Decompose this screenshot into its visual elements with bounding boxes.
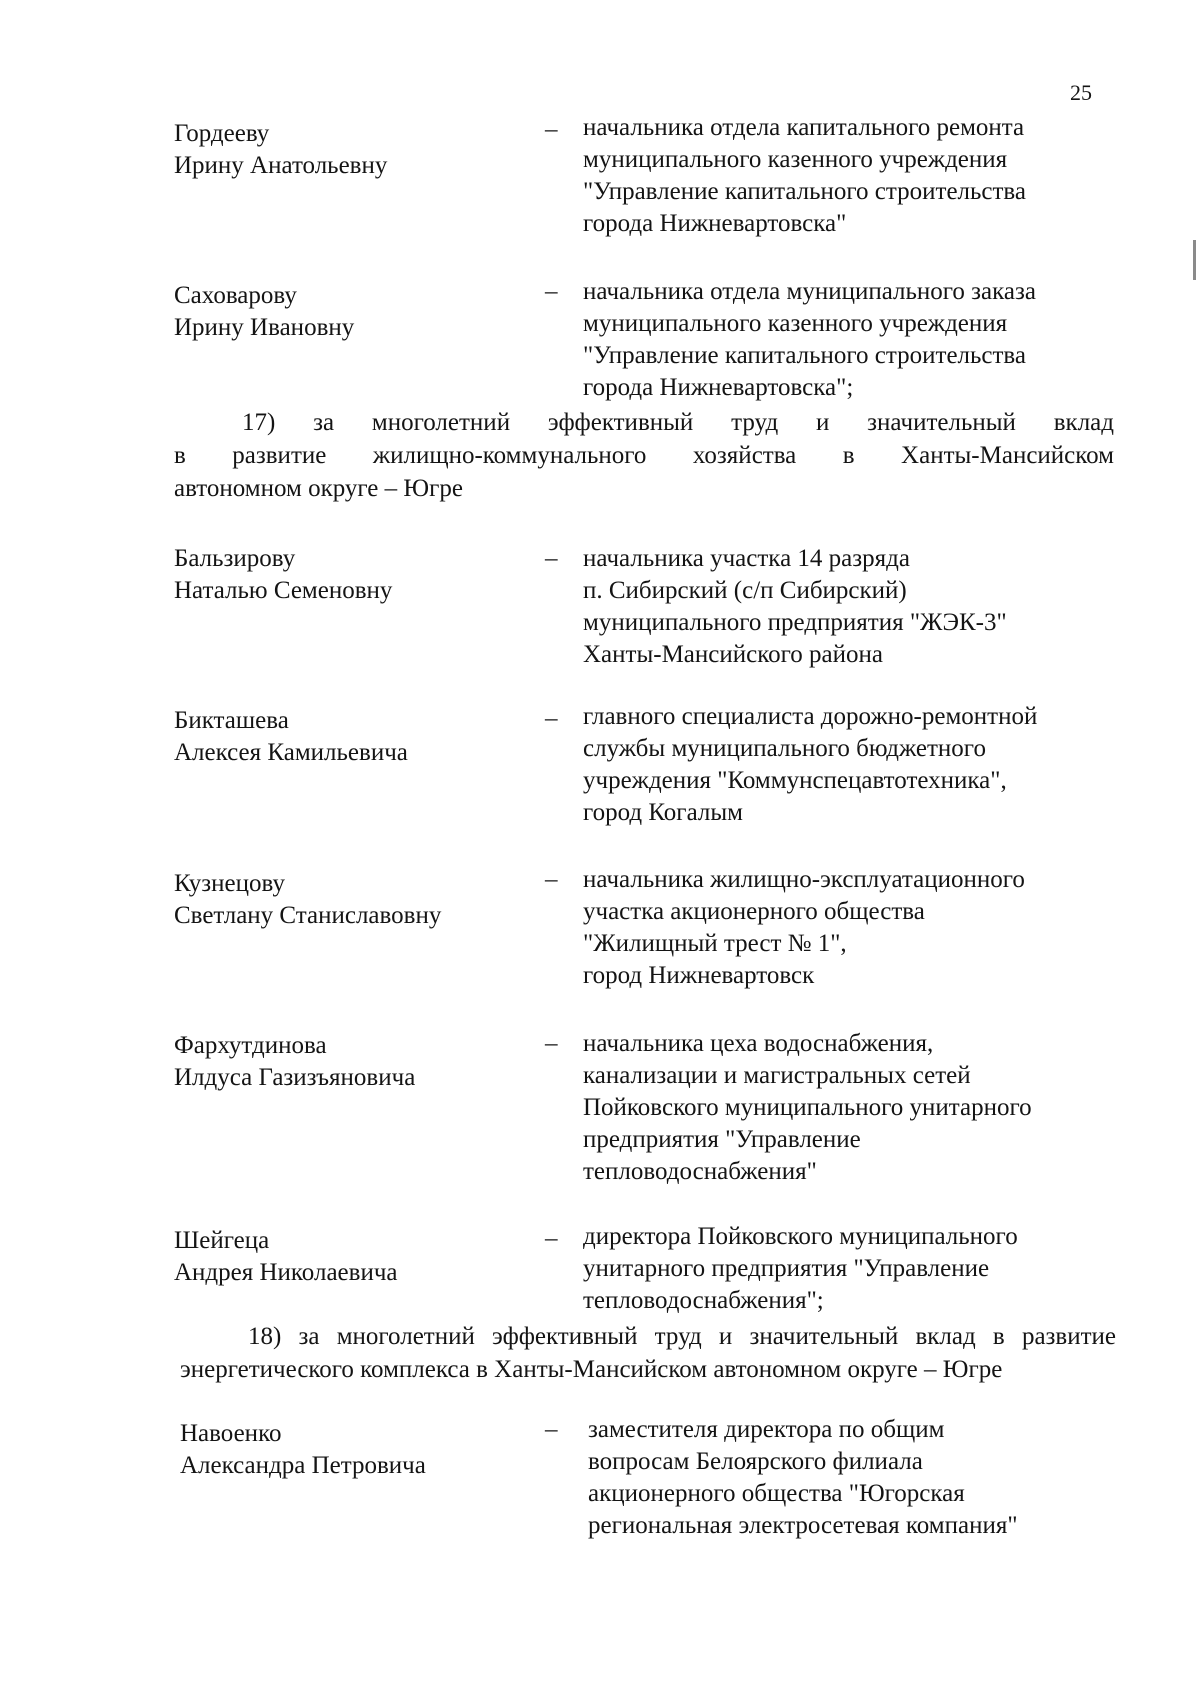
position-line: "Управление капитального строительства <box>583 178 1027 205</box>
section-line: автономном округе – Югре <box>174 475 463 502</box>
scan-artifact-line <box>1193 240 1196 280</box>
position-line: тепловодоснабжения"; <box>583 1287 824 1314</box>
recipient-position <box>583 701 1123 829</box>
recipient-surname: Шейгеца <box>174 1227 270 1254</box>
position-line: тепловодоснабжения" <box>583 1158 817 1185</box>
recipient-surname: Бикташева <box>174 707 289 734</box>
position-line: директора Пойковского муниципального <box>583 1223 1018 1250</box>
section-line: энергетического комплекса в Ханты-Мансийском автономном округе – Югре <box>180 1356 1003 1383</box>
recipient-given-names: Алексея Камильевича <box>174 739 408 766</box>
section-17-heading <box>174 406 1114 505</box>
position-line: унитарного предприятия "Управление <box>583 1255 990 1282</box>
section-18-heading <box>180 1320 1116 1386</box>
recipient-position <box>583 112 1123 240</box>
recipient-given-names: Андрея Николаевича <box>174 1259 398 1286</box>
dash-separator: – <box>545 1225 558 1252</box>
recipient-given-names: Ирину Ивановну <box>174 314 355 341</box>
dash-separator: – <box>545 705 558 732</box>
position-line: город Нижневартовск <box>583 962 815 989</box>
dash-separator: – <box>545 1030 558 1057</box>
position-line: заместителя директора по общим <box>588 1416 945 1443</box>
position-line: учреждения "Коммунспецавтотехника", <box>583 767 1007 794</box>
position-line: службы муниципального бюджетного <box>583 735 986 762</box>
recipient-surname: Фархутдинова <box>174 1032 327 1059</box>
dash-separator: – <box>545 545 558 572</box>
recipient-surname: Бальзирову <box>174 545 296 572</box>
section-line: в развитие жилищно-коммунального хозяйства в Ханты-Мансийском <box>174 442 1114 469</box>
position-line: акционерного общества "Югорская <box>588 1480 965 1507</box>
recipient-name <box>174 1225 514 1289</box>
position-line: участка акционерного общества <box>583 898 925 925</box>
recipient-name <box>174 118 514 182</box>
position-line: муниципального казенного учреждения <box>583 310 1008 337</box>
recipient-surname: Навоенко <box>180 1420 282 1447</box>
recipient-position <box>588 1414 1128 1542</box>
position-line: города Нижневартовска" <box>583 210 847 237</box>
position-line: Ханты-Мансийского района <box>583 641 883 668</box>
position-line: города Нижневартовска"; <box>583 374 854 401</box>
recipient-position <box>583 1028 1123 1188</box>
recipient-position <box>583 543 1123 671</box>
position-line: "Управление капитального строительства <box>583 342 1027 369</box>
recipient-given-names: Светлану Станиславовну <box>174 902 442 929</box>
recipient-position <box>583 1221 1123 1317</box>
recipient-given-names: Наталью Семеновну <box>174 577 393 604</box>
recipient-name <box>174 868 514 932</box>
position-line: главного специалиста дорожно-ремонтной <box>583 703 1038 730</box>
position-line: город Когалым <box>583 799 743 826</box>
position-line: п. Сибирский (с/п Сибирский) <box>583 577 907 604</box>
position-line: начальника участка 14 разряда <box>583 545 910 572</box>
dash-separator: – <box>545 866 558 893</box>
recipient-surname: Саховарову <box>174 282 297 309</box>
position-line: канализации и магистральных сетей <box>583 1062 971 1089</box>
recipient-name <box>174 280 514 344</box>
dash-separator: – <box>545 116 558 143</box>
recipient-given-names: Илдуса Газизъяновича <box>174 1064 416 1091</box>
recipient-name <box>180 1418 520 1482</box>
position-line: муниципального казенного учреждения <box>583 146 1008 173</box>
position-line: начальника жилищно-эксплуатационного <box>583 866 1025 893</box>
dash-separator: – <box>545 1416 558 1443</box>
section-line: 18) за многолетний эффективный труд и значительный вклад в развитие <box>248 1323 1116 1350</box>
position-line: Пойковского муниципального унитарного <box>583 1094 1032 1121</box>
position-line: вопросам Белоярского филиала <box>588 1448 923 1475</box>
recipient-name <box>174 543 514 607</box>
recipient-given-names: Ирину Анатольевну <box>174 152 388 179</box>
position-line: начальника отдела капитального ремонта <box>583 114 1025 141</box>
recipient-surname: Кузнецову <box>174 870 285 897</box>
page-number: 25 <box>1070 80 1092 105</box>
position-line: муниципального предприятия "ЖЭК-3" <box>583 609 1007 636</box>
recipient-given-names: Александра Петровича <box>180 1452 426 1479</box>
position-line: региональная электросетевая компания" <box>588 1512 1018 1539</box>
recipient-position <box>583 276 1123 404</box>
section-line: 17) за многолетний эффективный труд и значительный вклад <box>242 409 1114 436</box>
position-line: "Жилищный трест № 1", <box>583 930 847 957</box>
recipient-name <box>174 1030 514 1094</box>
position-line: начальника цеха водоснабжения, <box>583 1030 934 1057</box>
recipient-surname: Гордееву <box>174 120 270 147</box>
dash-separator: – <box>545 278 558 305</box>
recipient-name <box>174 705 514 769</box>
recipient-position <box>583 864 1123 992</box>
position-line: начальника отдела муниципального заказа <box>583 278 1036 305</box>
position-line: предприятия "Управление <box>583 1126 861 1153</box>
